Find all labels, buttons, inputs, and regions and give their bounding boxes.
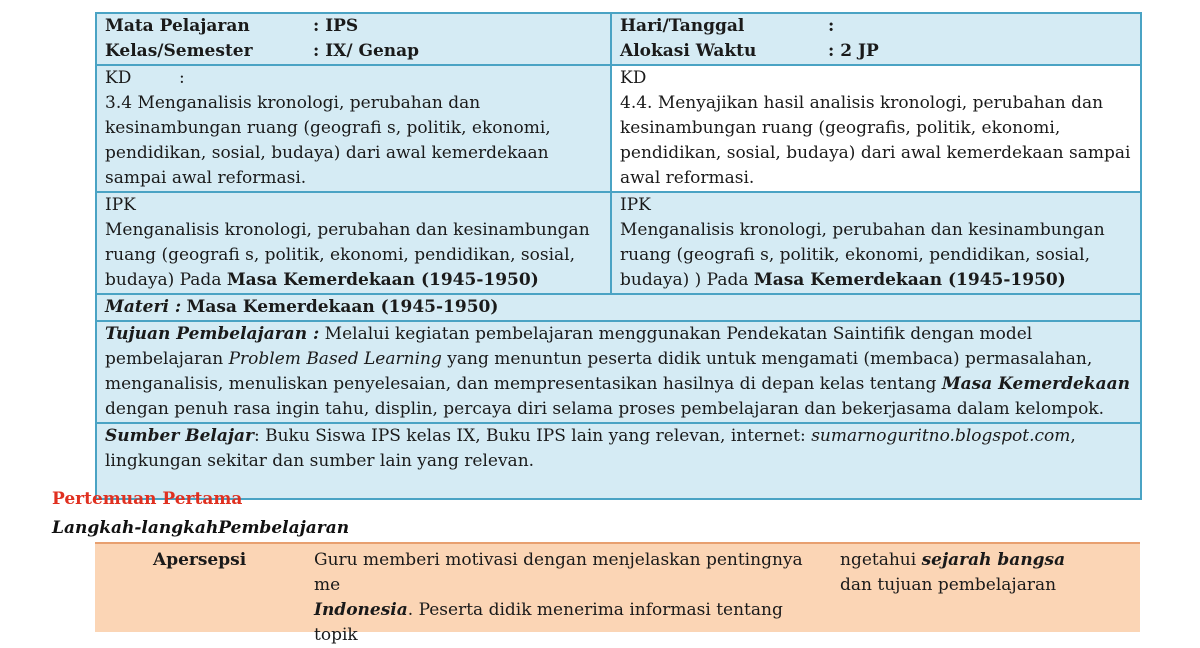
kelas-label: Kelas/Semester xyxy=(105,41,253,61)
tujuan-label: Tujuan Pembelajaran : xyxy=(105,324,320,344)
apersepsi-right-line-1a: ngetahui xyxy=(840,550,917,570)
tujuan-text-2: yang menuntun peserta didik untuk mengamati (membaca) permasalahan, menganalisis, menuliskan penyelesaian, dan mempresentasikan hasilnya di depan kelas tentang xyxy=(105,349,1093,394)
sumber-url: sumarnoguritno.blogspot.com xyxy=(811,426,1071,446)
header-right-cell xyxy=(611,13,1141,65)
apersepsi-mid-line-3: . Peserta didik menerima informasi tentang xyxy=(407,600,783,620)
kd-right-label: KD xyxy=(620,68,647,88)
materi-label: Materi : xyxy=(105,297,182,317)
ipk-left-cell xyxy=(96,192,611,294)
apersepsi-mid-bold: Indonesia xyxy=(314,600,408,620)
apersepsi-mid-line-4: topik xyxy=(314,625,358,645)
sumber-text-1: : Buku Siswa IPS kelas IX, Buku IPS lain yang relevan, internet: xyxy=(253,426,806,446)
tujuan-topic: Masa Kemerdekaan xyxy=(941,374,1130,394)
ipk-left-label: IPK xyxy=(105,195,136,215)
sumber-text-2: , lingkungan sekitar dan sumber lain yang relevan. xyxy=(105,426,1076,471)
rpp-table xyxy=(95,12,1142,500)
apersepsi-row xyxy=(95,542,1140,645)
pertemuan-title: Pertemuan Pertama xyxy=(52,489,243,509)
kd-right-cell xyxy=(611,65,1141,192)
kd-left-colon: : xyxy=(179,68,185,88)
kd-left-label: KD xyxy=(105,68,132,88)
kd-right-text: 4.4. Menyajikan hasil analisis kronologi, perubahan dan kesinambungan ruang (geografis, politik, ekonomi, pendidikan, sosial, budaya) dari awal kemerdekaan sampai awal reformasi. xyxy=(620,93,1131,188)
apersepsi-right-line-1b: sejarah bangsa xyxy=(921,550,1066,570)
ipk-row xyxy=(96,192,1141,294)
ipk-right-label: IPK xyxy=(620,195,651,215)
apersepsi-label: Apersepsi xyxy=(153,550,247,570)
sumber-row xyxy=(96,423,1141,499)
kd-row xyxy=(96,65,1141,192)
sumber-label: Sumber Belajar xyxy=(105,426,254,446)
mapel-value: : IPS xyxy=(313,16,359,36)
materi-value: Masa Kemerdekaan (1945-1950) xyxy=(186,297,499,317)
tujuan-model: Problem Based Learning xyxy=(228,349,442,369)
materi-cell xyxy=(96,294,1141,321)
tujuan-row xyxy=(96,321,1141,423)
ipk-right-bold: Masa Kemerdekaan (1945-1950) xyxy=(753,270,1066,290)
tujuan-text-3: dengan penuh rasa ingin tahu, displin, percaya diri selama proses pembelajaran dan bekerjasama dalam kelompok. xyxy=(105,399,1105,419)
ipk-right-cell xyxy=(611,192,1141,294)
mapel-label: Mata Pelajaran xyxy=(105,16,250,36)
tujuan-text-1: Melalui kegiatan pembelajaran menggunakan Pendekatan Saintifik dengan model pembelajaran xyxy=(105,324,1033,369)
apersepsi-right-line-2: dan tujuan pembelajaran xyxy=(840,575,1057,595)
ipk-right-text: Menganalisis kronologi, perubahan dan kesinambungan ruang (geografi s, politik, ekonomi, pendidikan, sosial, budaya) ) Pada xyxy=(620,220,1105,290)
apersepsi-mid-line-1: Guru memberi motivasi dengan menjelaskan pentingnya xyxy=(314,550,803,570)
alokasi-value: : 2 JP xyxy=(828,41,879,61)
langkah-subtitle: Langkah-langkahPembelajaran xyxy=(52,518,350,538)
header-row xyxy=(96,13,1141,65)
materi-row xyxy=(96,294,1141,321)
rpp-document xyxy=(95,0,1140,500)
apersepsi-middle xyxy=(314,548,809,648)
kelas-value: : IX/ Genap xyxy=(313,41,420,61)
kd-left-cell xyxy=(96,65,611,192)
hari-value: : xyxy=(828,16,835,36)
apersepsi-mid-line-2: me xyxy=(314,575,341,595)
hari-label: Hari/Tanggal xyxy=(620,16,745,36)
apersepsi-right xyxy=(840,548,1130,598)
ipk-left-bold: Masa Kemerdekaan (1945-1950) xyxy=(226,270,539,290)
tujuan-cell xyxy=(96,321,1141,423)
alokasi-label: Alokasi Waktu xyxy=(620,41,757,61)
sumber-cell xyxy=(96,423,1141,499)
header-left-cell xyxy=(96,13,611,65)
kd-left-text: 3.4 Menganalisis kronologi, perubahan dan kesinambungan ruang (geografi s, politik, ekonomi, pendidikan, sosial, budaya) dari awal kemerdekaan sampai awal reformasi. xyxy=(105,93,551,188)
ipk-left-text: Menganalisis kronologi, perubahan dan kesinambungan ruang (geografi s, politik, ekonomi, pendidikan, sosial, budaya) Pada xyxy=(105,220,590,290)
